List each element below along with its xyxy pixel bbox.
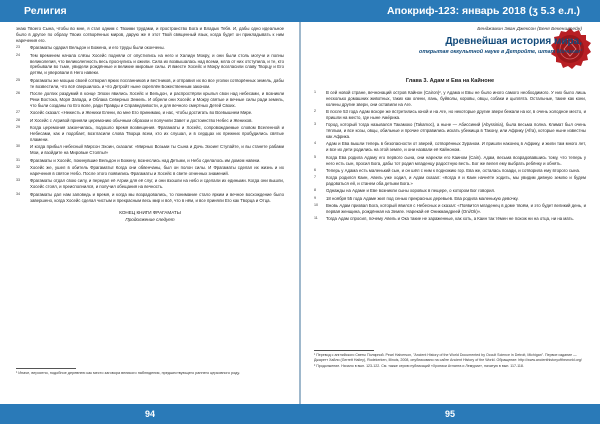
article-subtitle: открытая оккультной науке в Детройте, штат Мичиган¹: [419, 49, 582, 55]
verse-text: Фрагаматы же мощью своей сотворил ярких посланников и вестников, и отправил их во все уголки сотворённых земель, дабы те возвестили, что всё свершилось и что Детройт ныне скреплён Божественным законом.: [30, 77, 284, 89]
left-header-title: Религия: [24, 5, 67, 17]
verse: [314, 141, 586, 153]
verse: [16, 110, 284, 116]
verse-text: После долгих раздумий в конце Эпохи явились Хосейс и Вельдон, и распростёрли крылья свои над небесами, и возникли Реки Востока, Моря Запада, и Облака Северных Земель. И обрели они Хосейс и Мокру святые и вечные силы ради земель, что были созданы по Его воле, ради Правды и Справедливости, и для вечного смертных Детей Своих.: [30, 91, 284, 108]
verse: [314, 90, 586, 108]
chapter-heading: Глава 3. Адам и Ева на Кайноне: [405, 78, 495, 84]
verse: [16, 165, 284, 177]
verse-number: 2: [314, 109, 316, 114]
verse-number: 7: [314, 175, 316, 180]
verse: [314, 203, 586, 215]
verse: [16, 125, 284, 143]
verse: [16, 144, 284, 156]
verse-number: 25: [16, 77, 20, 82]
verse-number: 8: [314, 188, 316, 193]
footnote-item: ² Продолжение. Начало в вып. 123-122. См. также серию публикаций «Хроники Атланта и Лемурии», начатую в вып. 117-118.: [314, 364, 524, 369]
verse-number: 1: [314, 90, 316, 94]
verse-number: 4: [314, 141, 316, 146]
right-text-column: [314, 90, 586, 223]
verse-number: 30: [16, 144, 20, 149]
verse: [314, 196, 586, 202]
verse: [314, 155, 586, 167]
verse-text: В сей новой стране, вечнонаций остров Кайнон (Cairon)², у Адама и Евы не было иного самого необходимого. У них было лишь несколько домашних животных, таких как олени, лань, буйволы, коровы, овцы, собаки и цыплята. Остальные, такие как кони, колены другие звери, они оставили на Аге.: [326, 90, 586, 107]
verse-text: В после 53 года Адам вскоре же встретились юной и на Аге, но некоторые другие звери бежали на юг, в очень холодное место, и пришли на место, где ныне Аме́рика.: [326, 109, 586, 121]
verse-text: Фрагаматы дал нам заповедь и время, и когда мы возрадовались, то понимание стало ярким и вечное восхождение было завершено, когда Хосейс сделал чистым и прекрасным весь мир и всё, что в нём, и все приняли Его как Творца и Отца.: [30, 191, 284, 203]
verse-number: 32: [16, 165, 20, 170]
right-footnotes: [314, 353, 586, 370]
verse-text: 18 ноября 55 года Адаме жил под сенью прекрасных деревьев. Ева родила маленькую девочку.: [326, 195, 519, 201]
to-be-continued: Продолжение следует: [125, 217, 175, 223]
footnote-divider: [314, 350, 374, 351]
verse-number: 31: [16, 157, 20, 162]
verse-text: Хосейс сказал: «Нежесть и Женихи Елени, во мне Его принимаю, и нас, чтобы достигать во Всевышнем Мире.: [30, 110, 253, 116]
book-end-block: [16, 209, 284, 223]
book-end-title: КОНЕЦ КНИГИ ФРАГАМАТЫ: [119, 210, 181, 216]
verse-text: Тогда Адам спросил, почему Авель и Ока такие не зараженные, как хоть, а Каин так тёмен не похож ни на отца, ни на мать.: [326, 216, 574, 222]
verse-number: 5: [314, 154, 316, 159]
verse-number: 33: [16, 178, 20, 183]
footnote-item: ¹ Перевод с английского Светы Полярной. Pearl Halverson, "Ancient History of the World Documented by Occult Science in Detroit, Michigan". Первое издание — Джаретт Хайли (Gerrett Hailey), Rodekerken, Illinois, 2008, опубликовано на сайте Ancient History of the World. Обращение: http://www.ancienthistoryoftheworld.org/: [314, 353, 582, 362]
verse: [314, 168, 586, 174]
verse: [314, 109, 586, 121]
article-header: [310, 27, 582, 55]
verse-text: Хосейс же, ушел в обитель Фрагаматы! Когда они обвенчаны, был он полон силы. И Фрагаматы сделал их жизнь и их наречения в святое Небо. После этого появились Фрагаматы и Хосейс в свете огненных знамений.: [30, 165, 284, 176]
verse-text: И Хосейс с Агривой приняли церемонию обычным образом и получили Завет и достоинство Небес и Женихов.: [30, 117, 253, 123]
verse-text: Город, который тогда назывался Такамоко (Takamoc), а ныне — Абиссиний (Abyssinia), была весьма полна. Климат был очень тёплым, и все козы, овцы, обильные и прочие отправились искать убежища в Такону, или Африку (Afra), которые ныне известны как Африка.: [326, 122, 586, 140]
verse: [16, 118, 284, 124]
verse-text: Когда Ева родила Адаму его первого сына, они нарекли его Каином (Cain). Адам, весьма возрадовавшись тому, что теперь у него есть сын, просил Бога, дабы тот родил младенцу радостную весть. Бог же велел ему выбрать ребёнку и обнять.: [326, 154, 586, 166]
verse-number: 3: [314, 122, 316, 127]
left-page-number: 94: [144, 409, 155, 419]
verse-text: Адам и Ева вышли теперь в безопасности от зверей, сотворённых Зураном. И пришли наконец в Африку, и жили там много лет, и все их дети родились на этой земле, и они назвали её Кайноном.: [326, 141, 586, 153]
verse: [16, 53, 284, 77]
left-header-band: [0, 0, 300, 22]
right-header-band: [300, 0, 600, 22]
verse-number: 10: [314, 202, 318, 207]
verse: [314, 175, 586, 187]
verse-number: 34: [16, 191, 20, 196]
verse-text: Фрагаматы отдал свою силу, и передал её Агрии для её слуг, и они взошли на небо и сделали их едиными. Когда они вышли, Хосейс стоял, и преисполнился, и получил обещания на вечность.: [30, 178, 284, 190]
right-page: [300, 0, 600, 424]
verse: [16, 45, 284, 51]
right-page-number: 95: [444, 409, 455, 419]
right-header-title: Апокриф-123: январь 2018 (ʒ 5.3 е.л.): [386, 5, 580, 17]
verse: [16, 78, 284, 90]
verse-number: 23: [16, 45, 20, 50]
left-text-column: [16, 26, 284, 223]
verse-number: 29: [16, 125, 20, 130]
verse: [16, 91, 284, 109]
verse-text: Теперь у Адама есть маленький сын, и он шёл с ним к подножию гор. Ева же, осталась позади, и сотворила ему второго сына.: [326, 167, 581, 173]
verse: [16, 192, 284, 204]
verse: [314, 216, 586, 222]
verse-number: 6: [314, 167, 316, 172]
verse-text: Тем временем начала слёзы Хосейс подняли от опустились на него и Халидн Мокру, и они были столь могучи и полны великолепия, что великолепность весь проснулись и ожили. Сила их возвышалась над всеми, мгла от них отступила, и те, кто пребывали во тьме, увидели рождённые и великие мировые силы. И вместе Хосейс и Мокру возгласили славу Творцу и Его детям, и уверовали в Него навеки.: [30, 52, 284, 76]
verse: [16, 178, 284, 190]
verse-number: 9: [314, 195, 316, 200]
footnote-divider: [16, 368, 76, 369]
left-footnote: ¹ Иначе, вероятно, подобное деревнею как место заговора великого наблюдения, предшествующего раннего церковного роду.: [16, 371, 240, 375]
verse-text: Когда родился Каин, Авель уже ходил, и Адам сказал: «Когда я и Каин начнёте ходить, мы увидим дивную землю и будем радоваться ей, и станем оба детьми Бога.»: [326, 175, 586, 187]
article-byline: Бенджамин Эван Джексон (Беня Бекенштейн): [477, 27, 582, 32]
verse-number: 28: [16, 117, 20, 122]
left-footer-band: [0, 404, 300, 424]
continuation-paragraph: знаю Твоего Сына, чтобы во мне, я стал одним с Твоими трудами, и пространство Бога и Владык Тебя. И, дабы одно идеальное было в другое по образу Твоих сотворённых миров, дарую же я этот Твой священный язык, когда будет он прикладывать к ним наречения его.: [16, 26, 284, 43]
verse-text: Однажды на Адаме и Еве возникли сыны хоровых в пещере, о котором Бог говорил.: [326, 188, 496, 194]
verse-text: Фрагаматы и Хосейс, покинувшие Вельдон и Божену, вознеслись над Детьми, и Небо сделалось им домом навеки.: [30, 157, 261, 163]
verse-text: Фрагаматы одарил Вельдон и Божена, и его труды были окончены.: [30, 45, 165, 51]
verse-number: 27: [16, 110, 20, 115]
verse-text: Когда церемония закончилась, подошло время возвещения. Фрагаматы и Хосейс, сопровождаемые словом Вселенной и Небесами, как и подобает, возгласили слова Творца всем, кто их слушал, и в сердцах их прежних пробудились святые пламени.: [30, 125, 284, 142]
verse-number: 11: [314, 216, 318, 221]
verse: [16, 158, 284, 164]
verse: [314, 188, 586, 194]
verse-number: 26: [16, 91, 20, 96]
article-title: Древнейшая история мира,: [445, 36, 582, 47]
verse-text: Вновь Адам призвал Бога, который явился с Небесных и сказал: «Появится младенец в доме твоём, и это будет великий день, и первая женщина, рождённая на Земле. Нарекай её Оникмандреей (Oni/Ok)».: [326, 202, 586, 214]
verse-number: 24: [16, 52, 20, 57]
verse: [314, 122, 586, 140]
right-footer-band: [300, 404, 600, 424]
verse-text: И когда прибыл небесный Мирсон Эхоин, сказали: «Мирных Возьми ты Сына и Дочь Эхоин! Ступайте, и вы станете рабами Мои, и взойдите на Мировые Столпы!»: [30, 144, 284, 156]
